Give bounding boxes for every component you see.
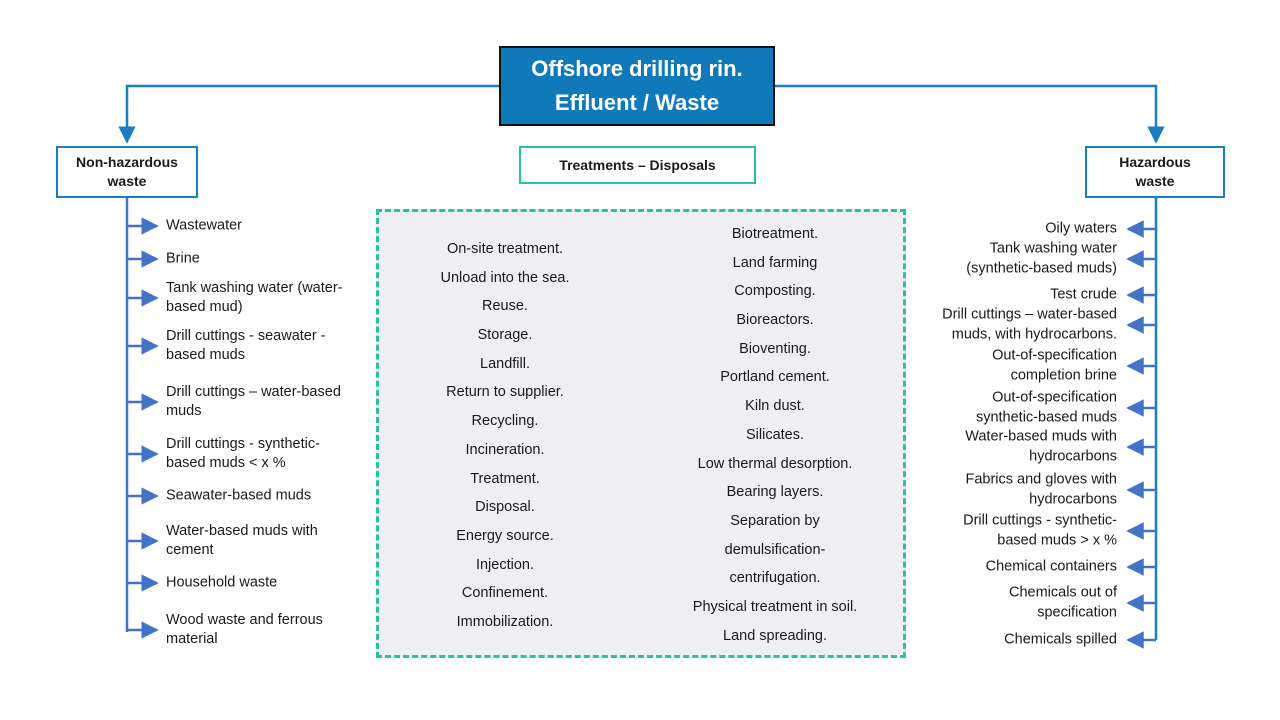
treatment-item: Unload into the sea.	[440, 269, 570, 286]
treatments-left-column	[405, 235, 605, 637]
non-hazardous-heading-line-2: waste	[107, 173, 147, 189]
non-hazardous-item-line: Brine	[166, 250, 200, 267]
treatment-item: Treatment.	[470, 470, 540, 487]
non-hazardous-item	[166, 383, 376, 421]
hazardous-item-line: Drill cuttings – water-based	[942, 306, 1117, 323]
treatment-item: Return to supplier.	[446, 384, 564, 401]
non-hazardous-item-line: Tank washing water (water-	[166, 280, 343, 296]
hazardous-item	[887, 219, 1117, 239]
hazardous-item-line: Chemicals spilled	[1004, 631, 1117, 648]
treatment-item: demulsification-	[724, 541, 826, 558]
treatment-item: Recycling.	[471, 413, 539, 430]
non-hazardous-item-line: Drill cuttings - seawater -	[166, 328, 326, 344]
hazardous-item-line: Drill cuttings - synthetic-	[963, 512, 1117, 529]
non-hazardous-waste-box	[56, 146, 198, 198]
non-hazardous-item	[166, 487, 376, 506]
treatment-item: Injection.	[475, 556, 535, 573]
hazardous-item-line: synthetic-based muds	[975, 409, 1117, 425]
hazardous-heading-line-1: Hazardous	[1119, 154, 1191, 170]
non-hazardous-item-line: Wastewater	[166, 217, 243, 234]
hazardous-item	[887, 306, 1117, 345]
hazardous-item	[887, 630, 1117, 650]
treatment-item: Bioreactors.	[736, 312, 814, 329]
hazardous-waste-box	[1085, 146, 1225, 198]
non-hazardous-item-line: Drill cuttings - synthetic-	[166, 436, 320, 452]
hazardous-item	[887, 471, 1117, 510]
treatment-item: On-site treatment.	[446, 241, 564, 257]
treatment-item: Separation by	[730, 512, 820, 529]
hazardous-item	[887, 240, 1117, 279]
treatment-item: Energy source.	[456, 527, 554, 544]
treatment-item: Kiln dust.	[745, 398, 805, 415]
hazardous-item	[887, 347, 1117, 386]
hazardous-heading-line-2: waste	[1135, 173, 1175, 189]
non-hazardous-item-line: Water-based muds with	[166, 523, 318, 539]
non-hazardous-item	[166, 522, 376, 560]
hazardous-item-line: specification	[1037, 604, 1117, 620]
treatment-item: Immobilization.	[456, 613, 554, 630]
hazardous-item	[887, 557, 1117, 577]
non-hazardous-item-line: based muds < x %	[166, 455, 286, 471]
treatment-item: Incineration.	[465, 441, 545, 458]
hazardous-item-line: completion brine	[1010, 367, 1117, 383]
non-hazardous-item-line: based mud)	[166, 299, 243, 315]
treatment-item: Land spreading.	[723, 627, 827, 644]
title-line-2: Effluent / Waste	[554, 90, 720, 115]
hazardous-item-line: Water-based muds with	[965, 428, 1117, 445]
hazardous-item-line: (synthetic-based muds)	[966, 260, 1117, 276]
hazardous-item-line: Fabrics and gloves with	[965, 471, 1117, 488]
hazardous-item	[887, 285, 1117, 305]
non-hazardous-item	[166, 611, 376, 649]
hazardous-item-line: Chemical containers	[985, 558, 1117, 575]
non-hazardous-item	[166, 217, 376, 236]
non-hazardous-item-line: based muds	[166, 347, 245, 363]
non-hazardous-item-line: Drill cuttings – water-based	[166, 384, 341, 400]
non-hazardous-item	[166, 435, 376, 473]
treatment-item: Composting.	[734, 283, 816, 300]
treatment-item: Landfill.	[480, 355, 530, 372]
treatment-item: Physical treatment in soil.	[692, 598, 858, 615]
treatment-item: Bearing layers.	[726, 484, 824, 501]
title-line-1: Offshore drilling rin.	[531, 56, 743, 81]
treatments-disposals-box	[519, 146, 756, 184]
non-hazardous-item-line: cement	[166, 542, 214, 558]
hazardous-item-line: Oily waters	[1045, 220, 1117, 237]
hazardous-item	[887, 428, 1117, 467]
hazardous-item-line: muds, with hydrocarbons.	[951, 326, 1117, 342]
arrow-to-hazardous	[775, 86, 1156, 142]
non-hazardous-item-line: muds	[166, 403, 202, 419]
non-hazardous-item-line: Seawater-based muds	[166, 487, 312, 504]
hazardous-item-line: Tank washing water	[989, 240, 1117, 257]
treatment-item: Reuse.	[482, 298, 528, 315]
non-hazardous-item	[166, 574, 376, 593]
non-hazardous-item-line: material	[166, 631, 218, 647]
treatments-heading: Treatments – Disposals	[559, 157, 716, 173]
treatment-item: Biotreatment.	[731, 226, 819, 242]
treatment-item: Disposal.	[475, 499, 535, 516]
treatments-right-column	[670, 220, 880, 650]
treatment-item: Silicates.	[745, 426, 805, 443]
hazardous-item-line: Chemicals out of	[1009, 584, 1117, 601]
treatment-item: Storage.	[477, 327, 533, 344]
hazardous-item-line: hydrocarbons	[1029, 448, 1117, 464]
non-hazardous-item	[166, 279, 376, 317]
hazardous-item-line: hydrocarbons	[1029, 491, 1117, 507]
treatment-item: Portland cement.	[720, 369, 830, 386]
hazardous-item-line: Out-of-specification	[992, 347, 1117, 364]
treatment-item: Land farming	[732, 254, 818, 271]
hazardous-item	[887, 389, 1117, 428]
treatment-item: Confinement.	[461, 585, 549, 602]
treatment-item: Low thermal desorption.	[697, 455, 853, 472]
treatment-item: centrifugation.	[729, 570, 821, 587]
non-hazardous-heading-line-1: Non-hazardous	[76, 154, 178, 170]
hazardous-item	[887, 512, 1117, 551]
hazardous-item-line: Test crude	[1050, 286, 1117, 303]
hazardous-item-line: Out-of-specification	[992, 389, 1117, 406]
non-hazardous-item-line: Wood waste and ferrous	[166, 612, 323, 628]
hazardous-item	[887, 584, 1117, 623]
treatment-item: Bioventing.	[739, 340, 811, 357]
non-hazardous-item	[166, 327, 376, 365]
arrow-to-non-hazardous	[127, 86, 499, 142]
title-box	[499, 46, 775, 126]
non-hazardous-item	[166, 250, 376, 269]
hazardous-item-line: based muds > x %	[997, 532, 1117, 548]
non-hazardous-item-line: Household waste	[166, 574, 278, 591]
